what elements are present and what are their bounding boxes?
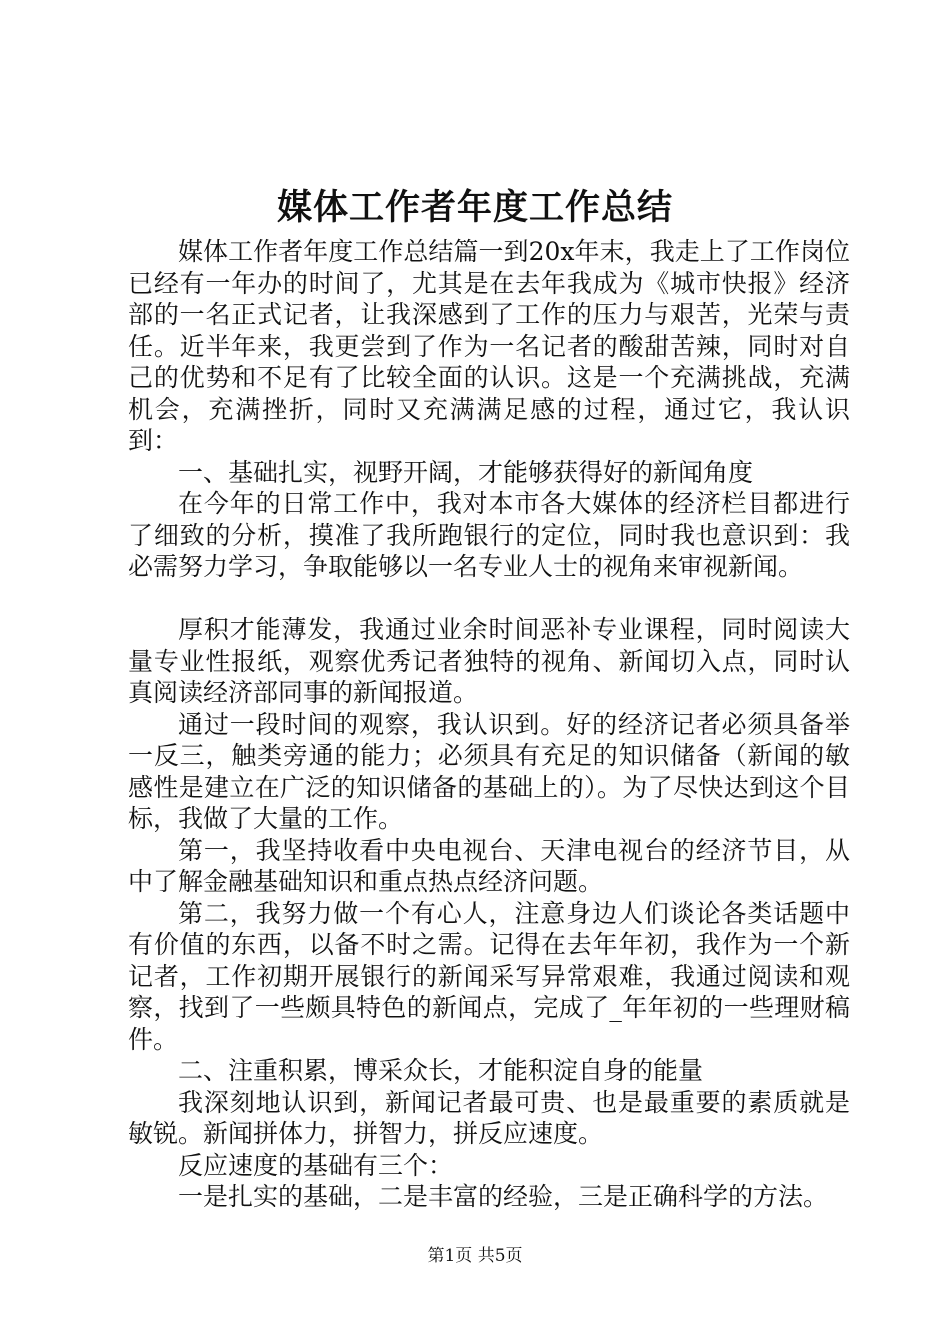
paragraph: 反应速度的基础有三个：: [178, 1150, 454, 1180]
paragraph: 我深刻地认识到，新闻记者最可贵、也是最重要的素质就是敏锐。新闻拼体力，拼智力，拼反应速度。: [128, 1087, 850, 1148]
paragraph: 第一，我坚持收看中央电视台、天津电视台的经济节目，从中了解金融基础知识和重点热点经济问题。: [128, 835, 850, 896]
page-footer: 第1页 共5页: [427, 1246, 523, 1266]
document-title: 媒体工作者年度工作总结: [276, 187, 673, 228]
paragraph: 在今年的日常工作中，我对本市各大媒体的经济栏目都进行了细致的分析，摸准了我所跑银行的定位，同时我也意识到：我必需努力学习，争取能够以一名专业人士的视角来审视新闻。: [128, 489, 850, 581]
blank-line: [128, 583, 850, 615]
paragraph: 厚积才能薄发，我通过业余时间恶补专业课程，同时阅读大量专业性报纸，观察优秀记者独特的视角、新闻切入点，同时认真阅读经济部同事的新闻报道。: [128, 615, 850, 707]
paragraph: 媒体工作者年度工作总结篇一到20x年末，我走上了工作岗位已经有一年办的时间了，尤其是在去年我成为《城市快报》经济部的一名正式记者，让我深感到了工作的压力与艰苦，光荣与责任。近半年来，我更尝到了作为一名记者的酸甜苦辣，同时对自己的优势和不足有了比较全面的认识。这是一个充满挑战，充满机会，充满挫折，同时又充满满足感的过程，通过它，我认识到：: [128, 237, 850, 455]
paragraph: 通过一段时间的观察，我认识到。好的经济记者必须具备举一反三，触类旁通的能力；必须具有充足的知识储备（新闻的敏感性是建立在广泛的知识储备的基础上的）。为了尽快达到这个目标，我做了大量的工作。: [128, 709, 850, 833]
document-body: [128, 236, 850, 1213]
section-heading: 二、注重积累，博采众长，才能积淀自身的能量: [178, 1056, 704, 1085]
paragraph: 一是扎实的基础，二是丰富的经验，三是正确科学的方法。: [178, 1182, 829, 1211]
paragraph: 第二，我努力做一个有心人，注意身边人们谈论各类话题中有价值的东西，以备不时之需。记得在去年年初，我作为一个新记者，工作初期开展银行的新闻采写异常艰难，我通过阅读和观察，找到了一些颇具特色的新闻点，完成了_年年初的一些理财稿件。: [128, 898, 850, 1054]
section-heading: 一、基础扎实，视野开阔，才能够获得好的新闻角度: [178, 457, 754, 487]
